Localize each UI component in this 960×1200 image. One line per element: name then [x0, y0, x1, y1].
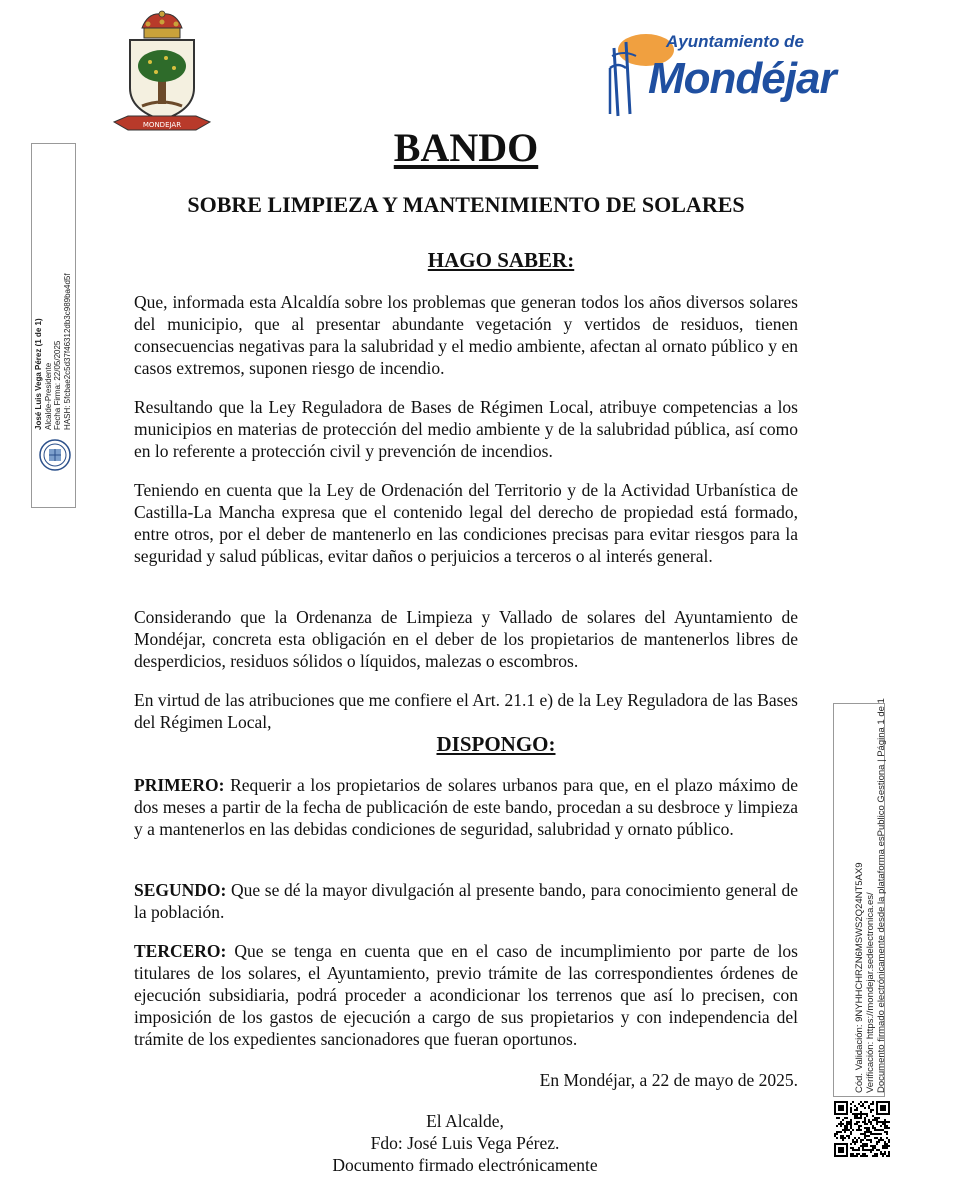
signer-name: José Luis Vega Pérez (1 de 1): [34, 318, 43, 430]
signature-hash: HASH: 5fcbae2c5d37f46312db3c989ba4d5f: [62, 273, 72, 430]
logo-line2: Mondéjar: [648, 54, 836, 103]
heading-dispongo: DISPONGO:: [436, 732, 556, 756]
verification-text: [854, 698, 887, 1093]
platform-note: Documento firmado electrónicamente desde la plataforma esPublico Gestiona | Página 1 de 1: [876, 698, 887, 1093]
place-date: En Mondéjar, a 22 de mayo de 2025.: [539, 1070, 798, 1090]
clause-tercero-label: TERCERO:: [134, 941, 227, 961]
clause-segundo: [134, 879, 798, 923]
verification-url: Verificación: https://mondejar.sedelectronica.es/: [865, 892, 876, 1093]
logo-line1: Ayuntamiento de: [666, 32, 804, 51]
paragraph-5: En virtud de las atribuciones que me confiere el Art. 21.1 e) de la Ley Reguladora de las Bases del Régimen Local,: [134, 690, 798, 732]
signature-block: [300, 1110, 630, 1176]
heading-hago-saber: HAGO SABER:: [427, 248, 575, 272]
validation-code: Cód. Validación: 9NYHHCHRZN6MSWS2Q24NT5AX9: [854, 862, 865, 1093]
document-subtitle: SOBRE LIMPIEZA Y MANTENIMIENTO DE SOLARES: [187, 192, 745, 217]
signature-note: Documento firmado electrónicamente: [332, 1155, 598, 1175]
clause-tercero: [134, 940, 798, 1050]
signature-role: El Alcalde,: [426, 1111, 504, 1131]
paragraph-3: Teniendo en cuenta que la Ley de Ordenación del Territorio y de la Actividad Urbanística de Castilla-La Mancha expresa que el contenido legal del derecho de propiedad está formado, entre otros, por el deber de mantenerlo en las condiciones precisas para evitar riesgos para la seguridad y salud públicas, evitar daños o perjuicios a terceros o al interés general.: [134, 480, 798, 566]
signature-box-text: [34, 70, 72, 430]
paragraph-2: Resultando que la Ley Reguladora de Bases de Régimen Local, atribuye competencias a los municipios en materias de protección del medio ambiente y de la salubridad pública, así como en lo referente a protección civil y prevención de incendios.: [134, 397, 798, 461]
official-seal-icon: [38, 438, 72, 472]
document-title: BANDO: [393, 125, 539, 170]
clause-segundo-text: Que se dé la mayor divulgación al presente bando, para conocimiento general de la población.: [134, 880, 798, 922]
clause-primero: [134, 774, 798, 840]
paragraph-4: Considerando que la Ordenanza de Limpieza y Vallado de solares del Ayuntamiento de Mondéjar, concreta esta obligación en el deber de los propietarios de mantenerlos libres de desperdicios, residuos sólidos o líquidos, malezas o escombros.: [134, 607, 798, 671]
signature-date: Fecha Firma: 22/05/2025: [53, 340, 62, 430]
signature-name: Fdo: José Luis Vega Pérez.: [370, 1133, 560, 1153]
clause-primero-text: Requerir a los propietarios de solares urbanos para que, en el plazo máximo de dos meses a partir de la fecha de publicación de este bando, procedan a su desbroce y limpieza y a mantenerlos en las debidas condiciones de seguridad, salubridad y ornato público.: [134, 775, 798, 839]
clause-primero-label: PRIMERO:: [134, 775, 225, 795]
coat-of-arms: [108, 10, 216, 134]
signer-role: Alcalde-Presidente: [43, 362, 53, 430]
paragraph-1: Que, informada esta Alcaldía sobre los problemas que generan todos los años diversos solares del municipio, que al presentar abundante vegetación y vertidos de residuos, tienen consecuencias negativas para la salubridad y el medio ambiente, afectan al ornato público y en casos extremos, suponen riesgo de incendio.: [134, 292, 798, 378]
clause-segundo-label: SEGUNDO:: [134, 880, 227, 900]
coat-scroll-text: MONDEJAR: [142, 121, 182, 129]
municipality-logo: [604, 28, 836, 120]
qr-code-icon[interactable]: [834, 1101, 890, 1157]
clause-tercero-text: Que se tenga en cuenta que en el caso de incumplimiento por parte de los titulares de los solares, el Ayuntamiento, previo trámite de las correspondientes órdenes de ejecución subsidiaria, podrá proceder a acondicionar los terrenos que así lo precisen, con imposición de los gastos de ejecución a cargo de sus propietarios y con independencia del trámite de los expedientes sancionadores que fueran oportunos.: [134, 941, 798, 1049]
